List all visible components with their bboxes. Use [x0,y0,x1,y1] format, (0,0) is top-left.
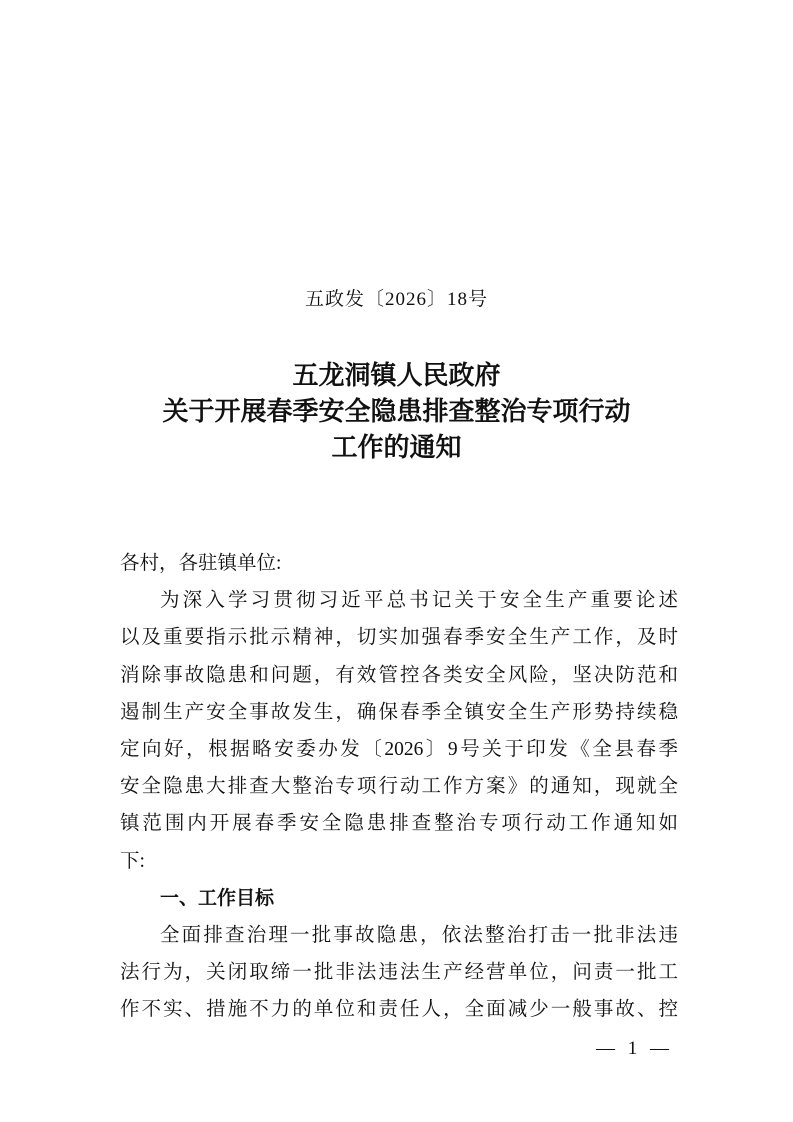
paragraph-line: 遏制生产安全事故发生，确保春季全镇安全生产形势持续稳 [120,701,678,723]
title-line: 关于开展春季安全隐患排查整治专项行动 [162,397,631,426]
title-line: 五龙洞镇人民政府 [292,361,501,390]
paragraph-line: 定向好，根据略安委办发〔2026〕9号关于印发《全县春季 [120,739,678,761]
page-number: — 1 — [596,1038,673,1059]
paragraph-line: 为深入学习贯彻习近平总书记关于安全生产重要论述 [160,590,678,612]
document-title [0,358,793,466]
section-heading: 一、工作目标 [160,886,275,909]
paragraph-line: 下: [120,850,145,872]
document-body [120,545,678,1029]
paragraph-line: 以及重要指示批示精神，切实加强春季安全生产工作，及时 [120,627,678,649]
paragraph-line: 消除事故隐患和问题，有效管控各类安全风险，坚决防范和 [120,664,678,686]
paragraph-line: 安全隐患大排查大整治专项行动工作方案》的通知，现就全 [120,776,678,798]
salutation: 各村，各驻镇单位: [120,553,282,574]
document-number: 五政发〔2026〕18号 [304,289,488,310]
paragraph-line: 全面排查治理一批事故隐患，依法整治打击一批非法违 [160,925,678,947]
paragraph-line: 法行为，关闭取缔一批非法违法生产经营单位，问责一批工 [120,962,678,984]
title-line: 工作的通知 [331,433,462,462]
paragraph-line: 镇范围内开展春季安全隐患排查整治专项行动工作通知如 [120,813,678,835]
paragraph-line: 作不实、措施不力的单位和责任人，全面减少一般事故、控 [120,999,678,1021]
